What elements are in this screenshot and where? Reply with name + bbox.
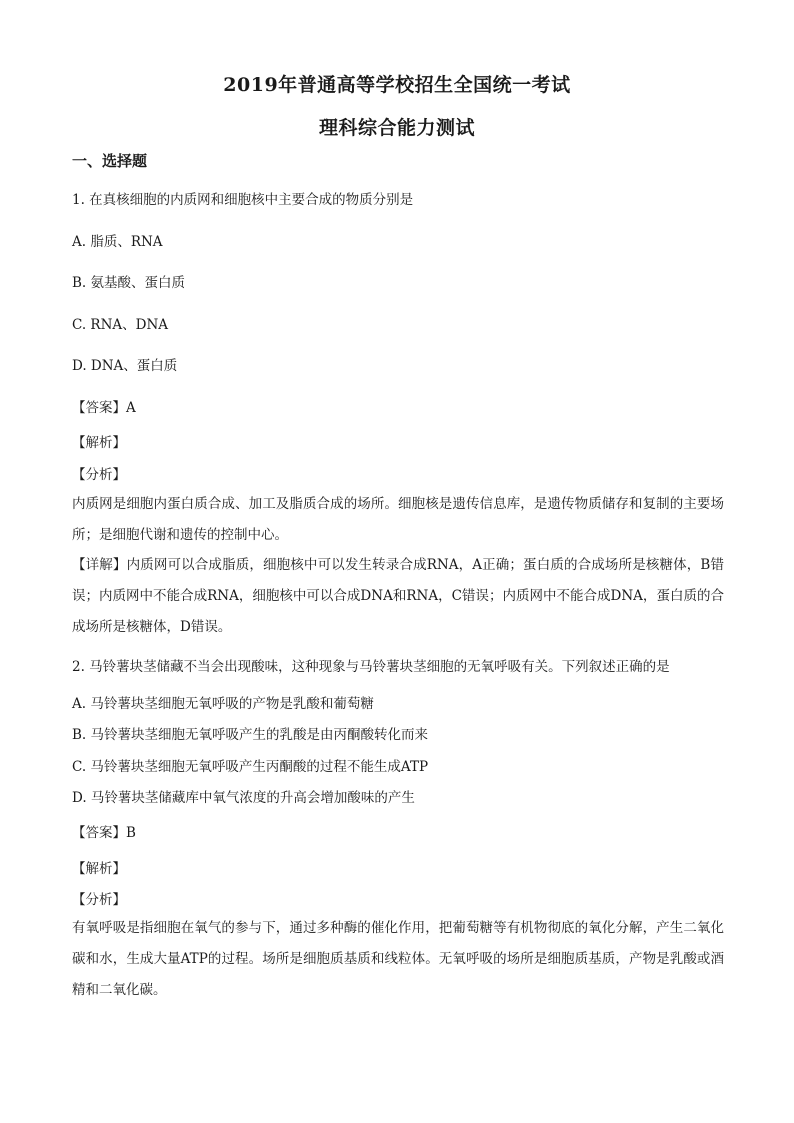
q1-option-a: A. 脂质、RNA [72,234,163,250]
q1-analysis: 内质网是细胞内蛋白质合成、加工及脂质合成的场所。细胞核是遗传信息库，是遗传物质储存和复制的主要场所；是细胞代谢和遗传的控制中心。 [72,496,724,543]
exam-title: 2019年普通高等学校招生全国统一考试 [223,74,571,96]
q1-jiexi-label: 【解析】 [72,435,126,451]
q1-detail: 【详解】内质网可以合成脂质，细胞核中可以发生转录合成RNA，A正确；蛋白质的合成场所是核糖体，B错误；内质网中不能合成RNA，细胞核中可以合成DNA和RNA，C错误；内质网中不能合成DNA，蛋白质的合成场所是核糖体，D错误。 [72,557,724,635]
q2-option-c: C. 马铃薯块茎细胞无氧呼吸产生丙酮酸的过程不能生成ATP [72,759,429,775]
q1-fenxi-label: 【分析】 [72,467,126,483]
q2-option-d: D. 马铃薯块茎储藏库中氧气浓度的升高会增加酸味的产生 [72,790,415,806]
q1-option-c: C. RNA、DNA [72,317,169,333]
q2-analysis: 有氧呼吸是指细胞在氧气的参与下，通过多种酶的催化作用，把葡萄糖等有机物彻底的氧化分解，产生二氧化碳和水，生成大量ATP的过程。场所是细胞质基质和线粒体。无氧呼吸的场所是细胞质基质，产物是乳酸或酒精和二氧化碳。 [72,920,724,998]
q2-stem: 2. 马铃薯块茎储藏不当会出现酸味，这种现象与马铃薯块茎细胞的无氧呼吸有关。下列叙述正确的是 [72,659,670,675]
q2-option-a: A. 马铃薯块茎细胞无氧呼吸的产物是乳酸和葡萄糖 [72,696,374,712]
section-heading: 一、选择题 [72,152,148,170]
q2-jiexi-label: 【解析】 [72,861,126,877]
q1-option-b: B. 氨基酸、蛋白质 [72,275,186,291]
q1-option-d: D. DNA、蛋白质 [72,358,178,374]
exam-subtitle: 理科综合能力测试 [318,117,475,139]
q2-answer: 【答案】B [72,825,136,841]
q2-fenxi-label: 【分析】 [72,892,126,908]
q2-option-b: B. 马铃薯块茎细胞无氧呼吸产生的乳酸是由丙酮酸转化而来 [72,727,429,743]
q1-answer: 【答案】A [72,400,136,416]
q1-stem: 1. 在真核细胞的内质网和细胞核中主要合成的物质分别是 [72,192,414,208]
